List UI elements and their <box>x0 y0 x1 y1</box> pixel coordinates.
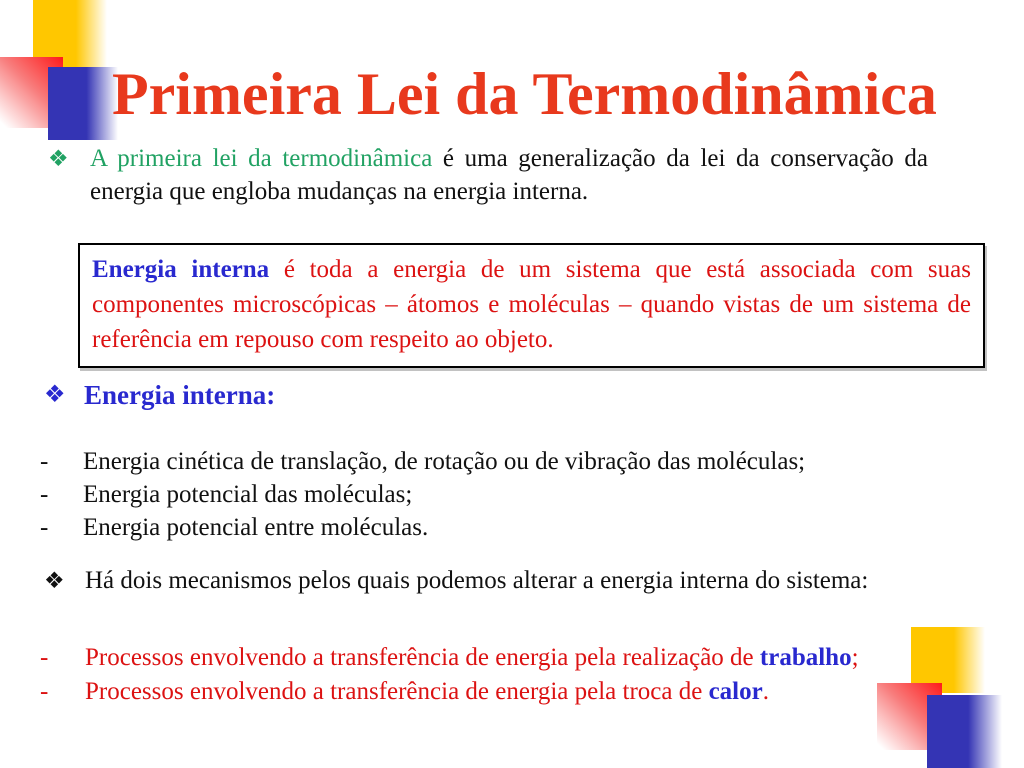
first-law-rest: é uma generalização da lei da conservação da energia que engloba mudanças na energia interna. <box>90 145 928 205</box>
keyword-calor: calor <box>708 677 763 705</box>
list-item-text: Energia potencial das moléculas; <box>83 481 413 508</box>
list-item <box>40 511 940 544</box>
list-item <box>40 478 940 511</box>
keyword-trabalho: trabalho <box>759 644 852 671</box>
decor-square-blue-top-left <box>48 67 118 140</box>
dash-marker: - <box>40 448 49 475</box>
bullet-first-law-text <box>90 142 928 208</box>
list-item-text: Energia cinética de translação, de rotação ou de vibração das moléculas; <box>83 448 806 475</box>
heading-internal-energy <box>44 377 744 413</box>
dash-marker: - <box>40 677 49 705</box>
internal-energy-list <box>40 445 940 544</box>
mechanism-work-text <box>85 641 935 675</box>
mechanism-heat-pre: Processos envolvendo a transferência de energia pela troca de <box>85 677 709 705</box>
dash-marker: - <box>40 481 49 508</box>
diamond-bullet-icon: ❖ <box>48 146 69 171</box>
mechanism-heat-post: . <box>762 677 769 705</box>
bullet-first-law <box>48 142 928 208</box>
list-item-work <box>40 641 935 675</box>
dash-marker: - <box>40 644 49 671</box>
diamond-bullet-icon: ❖ <box>44 568 65 593</box>
heading-internal-energy-text: Energia interna: <box>84 380 276 410</box>
list-item-heat <box>40 675 935 709</box>
internal-energy-definition-box <box>78 243 985 368</box>
list-item-text: Energia potencial entre moléculas. <box>83 514 429 541</box>
mechanisms-list <box>40 641 935 708</box>
dash-marker: - <box>40 514 49 541</box>
bullet-two-mechanisms <box>44 564 934 597</box>
definition-lead: Energia interna <box>92 256 270 283</box>
mechanism-heat-text <box>85 675 935 709</box>
mechanism-work-pre: Processos envolvendo a transferência de energia pela realização de <box>85 644 760 671</box>
mechanism-work-post: ; <box>851 644 859 671</box>
definition-rest: é toda a energia de um sistema que está associada com suas componentes microscópicas – átomos e moléculas – quando vistas de um sistema de referência em repouso com respeito ao objeto. <box>92 256 971 353</box>
slide-title: Primeira Lei da Termodinâmica <box>112 61 937 128</box>
decor-square-blue-bottom-right <box>927 695 1002 768</box>
diamond-bullet-icon: ❖ <box>44 382 66 408</box>
bullet-two-mechanisms-text: Há dois mecanismos pelos quais podemos alterar a energia interna do sistema: <box>85 567 869 594</box>
list-item <box>40 445 940 478</box>
first-law-highlight: A primeira lei da termodinâmica <box>90 145 433 172</box>
